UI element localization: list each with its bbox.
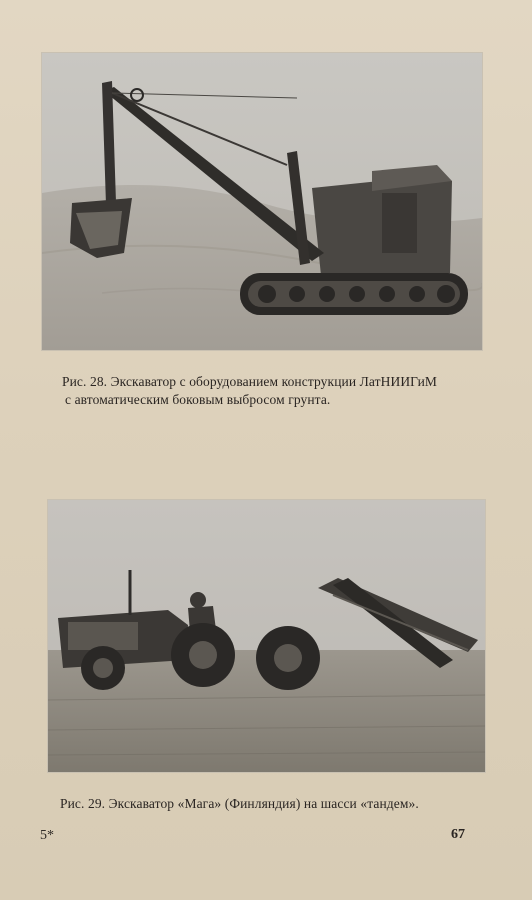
excavator-photo-image xyxy=(42,53,482,350)
figure-28-caption xyxy=(62,373,482,409)
trencher-photo-image xyxy=(48,500,485,772)
figure-29-photo xyxy=(48,500,485,772)
figure-28-photo xyxy=(42,53,482,350)
page-number: 67 xyxy=(451,827,465,842)
figure-28-caption-line-2: с автоматическим боковым выбросом грунта. xyxy=(65,392,331,407)
figure-29-caption: Рис. 29. Экскаватор «Мага» (Финляндия) на шасси «тандем». xyxy=(60,796,419,811)
figure-28-caption-line-1: Рис. 28. Экскаватор с оборудованием конструкции ЛатНИИГиМ xyxy=(62,374,438,389)
signature-mark: 5* xyxy=(40,828,54,843)
